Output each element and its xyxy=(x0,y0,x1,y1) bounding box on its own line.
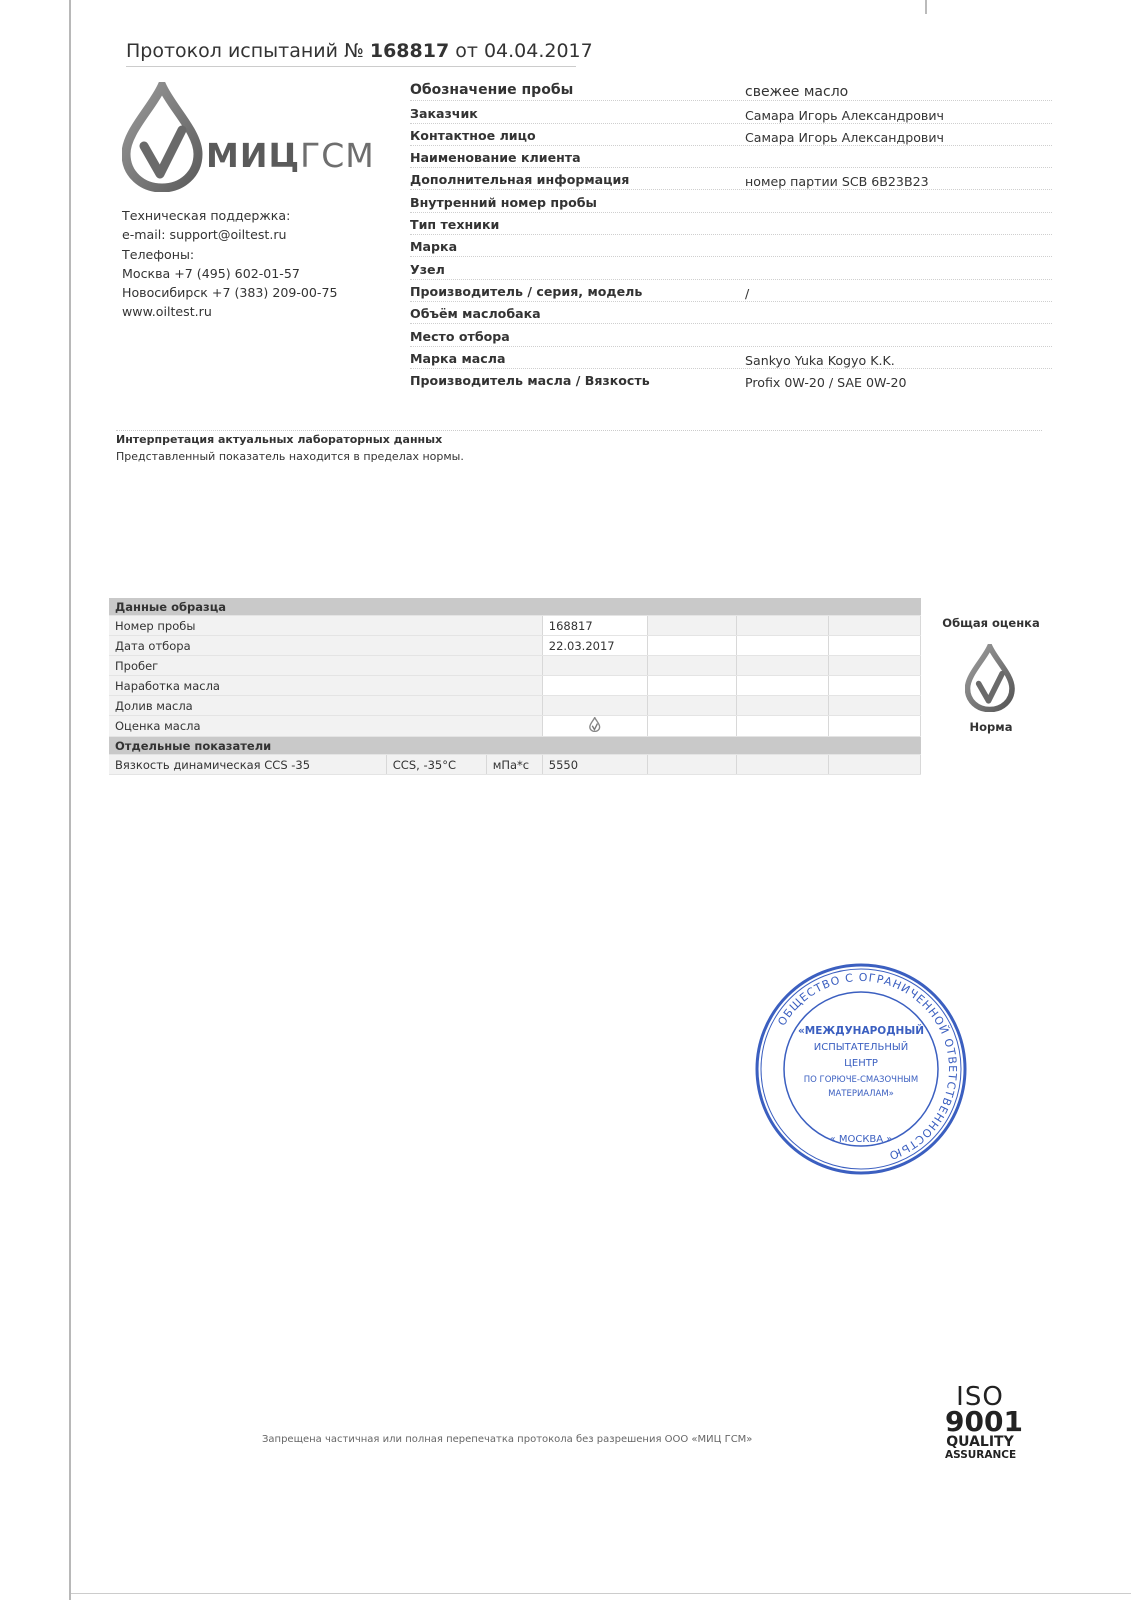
table-row: Пробег xyxy=(109,656,921,676)
table-row: Наработка масла xyxy=(109,676,921,696)
protocol-date: от 04.04.2017 xyxy=(455,40,593,62)
indicator-method: CCS, -35°C xyxy=(386,755,486,775)
overall-result: Норма xyxy=(969,720,1013,734)
drop-check-logo-icon xyxy=(122,82,206,192)
contact-email: e-mail: support@oiltest.ru xyxy=(122,227,287,243)
scan-edge-bottom xyxy=(71,1593,1131,1594)
info-row: Дополнительная информация номер партии SCB 6B23B23 xyxy=(410,168,1052,190)
overall-assessment xyxy=(936,616,1046,734)
indicator-name: Вязкость динамическая CCS -35 xyxy=(109,755,386,775)
info-row: Контактное лицо Самара Игорь Александрович xyxy=(410,124,1052,146)
contact-line: Техническая поддержка: xyxy=(122,208,291,223)
sample-section-title: Данные образца xyxy=(109,598,921,616)
info-row: Обозначение пробы свежее масло xyxy=(410,79,1052,101)
interpretation-text: Представленный показатель находится в пределах нормы. xyxy=(116,450,464,463)
page-title xyxy=(126,40,593,62)
section-header-row xyxy=(109,598,921,616)
svg-text:ИСПЫТАТЕЛЬНЫЙ: ИСПЫТАТЕЛЬНЫЙ xyxy=(813,1042,909,1053)
info-row: Внутренний номер пробы xyxy=(410,190,1052,212)
company-logo xyxy=(122,82,382,192)
sample-data-table xyxy=(109,598,921,775)
info-row: Объём маслобака xyxy=(410,302,1052,324)
section-header-row xyxy=(109,737,921,755)
sample-info-table xyxy=(410,79,1052,390)
info-row: Узел xyxy=(410,257,1052,279)
scan-edge-left xyxy=(69,0,71,1600)
info-row: Заказчик Самара Игорь Александрович xyxy=(410,101,1052,123)
contact-phone: Москва +7 (495) 602-01-57 xyxy=(122,265,300,281)
copyright-notice: Запрещена частичная или полная перепечатка протокола без разрешения ООО «МИЦ ГСМ» xyxy=(262,1434,753,1445)
svg-text:ЦЕНТР: ЦЕНТР xyxy=(844,1058,878,1069)
title-divider xyxy=(126,66,576,67)
title-prefix: Протокол испытаний № xyxy=(126,40,364,62)
company-seal xyxy=(752,960,970,1178)
info-row: Производитель масла / Вязкость Profix 0W-20 / SAE 0W-20 xyxy=(410,373,907,391)
info-row: Производитель / серия, модель / xyxy=(410,280,1052,302)
svg-text:« МОСКВА »: « МОСКВА » xyxy=(829,1134,893,1145)
svg-text:ОБЩЕСТВО С ОГРАНИЧЕННОЙ ОТВЕТС: ОБЩЕСТВО С ОГРАНИЧЕННОЙ ОТВЕТСТВЕННОСТЬЮ xyxy=(775,970,960,1163)
svg-text:«МЕЖДУНАРОДНЫЙ: «МЕЖДУНАРОДНЫЙ xyxy=(797,1025,925,1037)
info-row: Тип техники xyxy=(410,213,1052,235)
iso-9001-badge: ISO 9001 QUALITY ASSURANCE xyxy=(945,1382,1023,1461)
indicator-unit: мПа*с xyxy=(486,755,542,775)
indicators-section-title: Отдельные показатели xyxy=(109,737,921,755)
drop-check-icon xyxy=(965,644,1017,712)
info-row: Место отбора xyxy=(410,324,1052,346)
logo-wordmark: МИЦГСМ xyxy=(206,136,375,175)
contact-website: www.oiltest.ru xyxy=(122,304,212,320)
interpretation-heading: Интерпретация актуальных лабораторных данных xyxy=(116,433,443,446)
table-row xyxy=(109,755,921,775)
info-row: Наименование клиента xyxy=(410,146,1052,168)
scan-edge-top xyxy=(925,0,927,14)
svg-text:ПО ГОРЮЧЕ-СМАЗОЧНЫМ: ПО ГОРЮЧЕ-СМАЗОЧНЫМ xyxy=(803,1075,919,1085)
indicator-value: 5550 xyxy=(542,755,647,775)
overall-label: Общая оценка xyxy=(942,616,1040,630)
protocol-number: 168817 xyxy=(369,40,450,62)
table-row: Номер пробы 168817 xyxy=(109,616,921,636)
table-row: Дата отбора 22.03.2017 xyxy=(109,636,921,656)
contact-line: Телефоны: xyxy=(122,246,195,262)
interpretation-block xyxy=(116,430,1042,463)
table-row: Оценка масла xyxy=(109,716,921,737)
table-row: Долив масла xyxy=(109,696,921,716)
contact-block xyxy=(122,206,338,322)
contact-phone: Новосибирск +7 (383) 209-00-75 xyxy=(122,285,338,301)
drop-check-icon xyxy=(589,717,601,732)
info-row: Марка масла Sankyo Yuka Kogyo K.K. xyxy=(410,347,1052,369)
info-row: Марка xyxy=(410,235,1052,257)
svg-text:МАТЕРИАЛАМ»: МАТЕРИАЛАМ» xyxy=(828,1089,894,1099)
